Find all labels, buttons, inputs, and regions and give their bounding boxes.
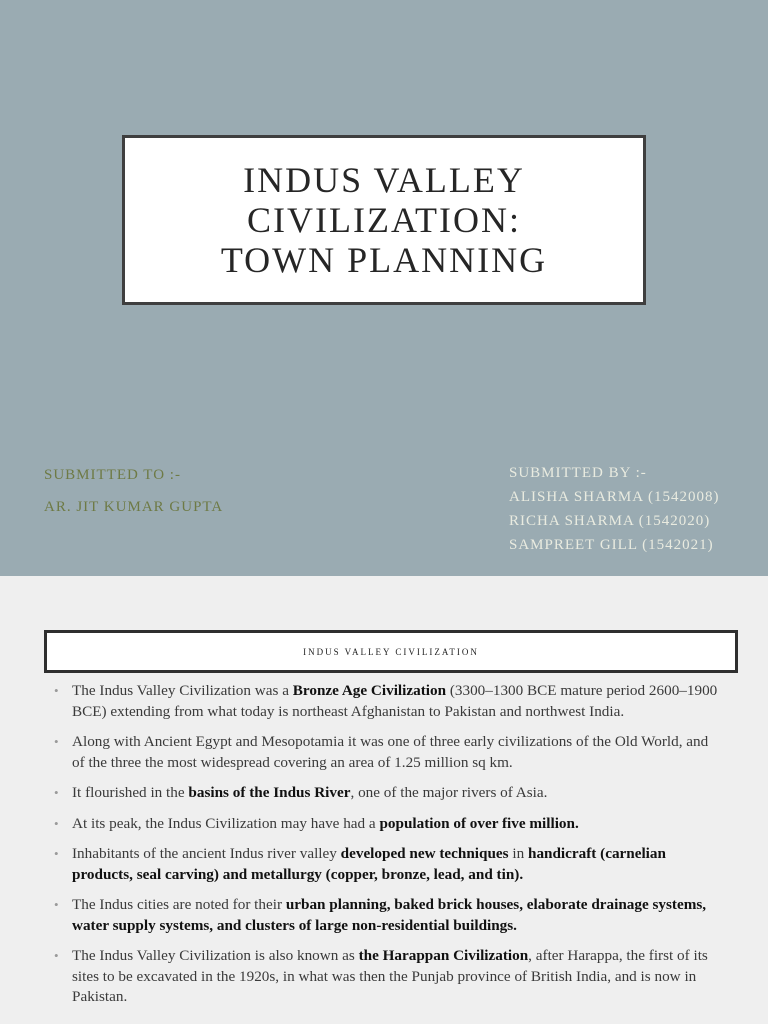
- submitted-by-name: SAMPREET GILL (1542021): [509, 537, 714, 553]
- bullet-text: The Indus cities are noted for their: [72, 896, 286, 913]
- bullet-item: [54, 732, 724, 773]
- bullet-bold-text: basins of the Indus River: [188, 784, 351, 801]
- bullet-item: [54, 783, 724, 804]
- bullet-item: [54, 946, 724, 1008]
- bullet-bold-text: handicraft (carnelian products, seal carving) and metallurgy (copper, bronze, lead, and tin).: [72, 845, 666, 883]
- bullet-text: At its peak, the Indus Civilization may have had a: [72, 814, 380, 832]
- bullet-text: The Indus Valley Civilization is also known as: [72, 947, 359, 964]
- slide-heading: INDUS VALLEY CIVILIZATION: [303, 646, 479, 657]
- submitted-to: [44, 466, 223, 530]
- bullet-text: , after Harappa, the first of its sites to be excavated in the 1920s, in what was then the Punjab province of British India, and is now in Pakistan.: [72, 947, 708, 1005]
- bullet-marker: •: [54, 815, 59, 831]
- bullet-text: , one of the major rivers of Asia.: [350, 784, 548, 801]
- submitted-by: [509, 464, 720, 560]
- bullet-text: The Indus Valley Civilization was a: [72, 682, 293, 699]
- bullet-bold-text: population of over five million.: [379, 814, 579, 832]
- bullet-bold-text: the Harappan Civilization: [358, 947, 529, 964]
- bullet-item: [54, 681, 724, 722]
- bullet-marker: •: [54, 897, 59, 912]
- bullet-bold-text: urban planning, baked brick houses, elaborate drainage systems, water supply systems, and clusters of large non-residential buildings.: [72, 896, 707, 934]
- bullet-marker: •: [54, 846, 59, 861]
- bullet-marker: •: [54, 734, 59, 749]
- bullet-text: in: [508, 845, 528, 862]
- submitted-by-name: ALISHA SHARMA (1542008): [509, 489, 720, 505]
- submitted-by-name: RICHA SHARMA (1542020): [509, 513, 711, 529]
- bullet-bold-text: Bronze Age Civilization: [292, 682, 447, 699]
- bullet-marker: •: [54, 785, 59, 800]
- bullet-marker: •: [54, 948, 59, 963]
- title-line: TOWN PLANNING: [220, 240, 548, 280]
- title-box: [122, 135, 646, 305]
- bullet-list: [54, 681, 724, 1018]
- bullet-text: It flourished in the: [72, 784, 189, 801]
- submitted-to-name: AR. JIT KUMAR GUPTA: [44, 499, 224, 515]
- bullet-item: [54, 814, 724, 835]
- slide-heading-box: [44, 630, 738, 673]
- title-line: INDUS VALLEY: [243, 160, 525, 200]
- bullet-bold-text: developed new techniques: [340, 845, 509, 862]
- bullet-text: Inhabitants of the ancient Indus river valley: [72, 845, 341, 862]
- submitted-by-label: SUBMITTED BY :-: [509, 465, 647, 481]
- bullet-marker: •: [54, 683, 59, 698]
- title-line: CIVILIZATION:: [247, 200, 521, 240]
- submitted-to-label: SUBMITTED TO :-: [44, 467, 181, 483]
- bullet-text: Along with Ancient Egypt and Mesopotamia it was one of three early civilizations of the Old World, and of the three the most widespread covering an area of 1.25 million sq km.: [72, 733, 709, 771]
- bullet-item: [54, 844, 724, 885]
- content-slide: [0, 576, 768, 1024]
- bullet-item: [54, 895, 724, 936]
- bullet-text: (3300–1300 BCE mature period 2600–1900 BCE) extending from what today is northeast Afghanistan to Pakistan and northwest India.: [72, 682, 718, 720]
